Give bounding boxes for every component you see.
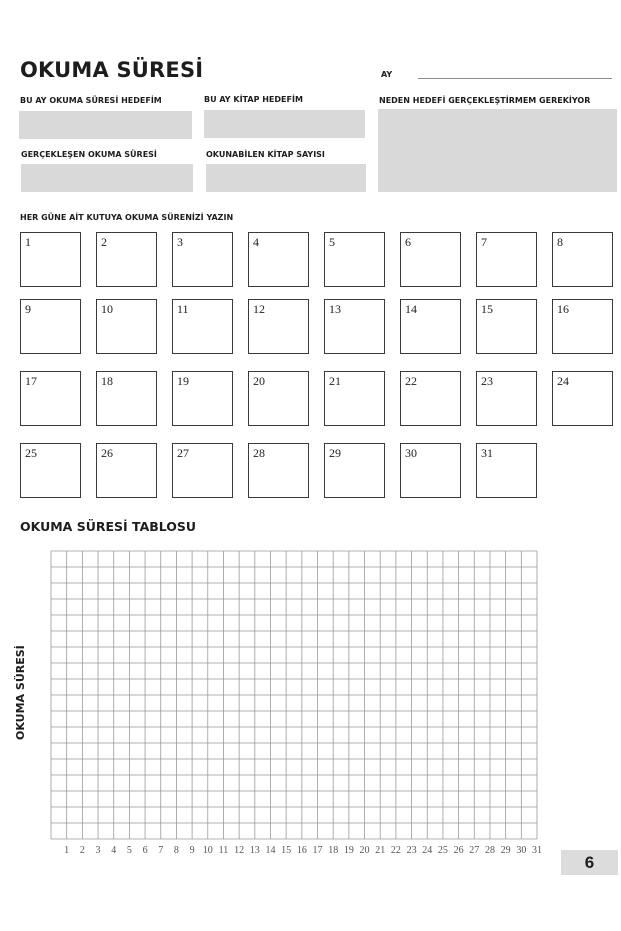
x-tick-label: 7 bbox=[158, 845, 164, 856]
x-tick-label: 1 bbox=[64, 845, 70, 856]
chart-title: OKUMA SÜRESİ TABLOSU bbox=[20, 519, 197, 534]
day-number: 11 bbox=[177, 302, 189, 316]
day-number: 16 bbox=[557, 302, 569, 316]
day-number: 30 bbox=[405, 446, 417, 460]
day-number: 22 bbox=[405, 374, 417, 388]
x-tick-label: 6 bbox=[142, 845, 148, 856]
title-part-1: OKUMA bbox=[20, 58, 117, 82]
x-tick-label: 8 bbox=[173, 845, 179, 856]
day-number: 23 bbox=[481, 374, 493, 388]
day-number: 31 bbox=[481, 446, 493, 460]
x-tick-label: 12 bbox=[234, 845, 245, 856]
books-read-label: OKUNABİLEN KİTAP SAYISI bbox=[206, 150, 325, 159]
day-number: 20 bbox=[253, 374, 265, 388]
x-tick-label: 27 bbox=[469, 845, 480, 856]
x-tick-label: 10 bbox=[202, 845, 213, 856]
x-tick-label: 22 bbox=[390, 845, 401, 856]
day-number: 26 bbox=[101, 446, 113, 460]
day-number: 21 bbox=[329, 374, 341, 388]
day-number: 25 bbox=[25, 446, 37, 460]
x-tick-label: 11 bbox=[218, 845, 229, 856]
day-number: 7 bbox=[481, 235, 487, 249]
reason-label: NEDEN HEDEFİ GERÇEKLEŞTİRMEM GEREKİYOR bbox=[379, 96, 591, 105]
day-number: 18 bbox=[101, 374, 113, 388]
day-number: 13 bbox=[329, 302, 341, 316]
x-tick-label: 14 bbox=[265, 845, 276, 856]
x-tick-label: 2 bbox=[79, 845, 85, 856]
x-tick-label: 5 bbox=[126, 845, 132, 856]
day-number: 15 bbox=[481, 302, 493, 316]
day-number: 17 bbox=[25, 374, 37, 388]
x-tick-label: 30 bbox=[516, 845, 527, 856]
x-tick-label: 23 bbox=[406, 845, 417, 856]
day-number: 19 bbox=[177, 374, 189, 388]
x-tick-label: 13 bbox=[249, 845, 260, 856]
title-part-2: SÜRESİ bbox=[116, 58, 204, 82]
x-tick-label: 17 bbox=[312, 845, 323, 856]
x-tick-label: 21 bbox=[375, 845, 386, 856]
day-number: 8 bbox=[557, 235, 563, 249]
day-number: 9 bbox=[25, 302, 31, 316]
x-tick-label: 15 bbox=[281, 845, 292, 856]
x-tick-label: 26 bbox=[453, 845, 464, 856]
actual-time-label: GERÇEKLEŞEN OKUMA SÜRESİ bbox=[21, 150, 157, 159]
day-number: 12 bbox=[253, 302, 265, 316]
page-number: 6 bbox=[561, 850, 618, 875]
day-number: 1 bbox=[25, 235, 31, 249]
month-label: AY bbox=[381, 70, 393, 79]
day-number: 10 bbox=[101, 302, 113, 316]
x-tick-label: 24 bbox=[422, 845, 433, 856]
book-goal-label: BU AY KİTAP HEDEFİM bbox=[204, 95, 303, 104]
x-tick-label: 18 bbox=[328, 845, 339, 856]
daily-instruction: HER GÜNE AİT KUTUYA OKUMA SÜRENİZİ YAZIN bbox=[20, 213, 234, 222]
x-tick-label: 31 bbox=[532, 845, 542, 856]
day-number: 3 bbox=[177, 235, 183, 249]
x-tick-label: 25 bbox=[437, 845, 448, 856]
x-tick-label: 9 bbox=[189, 845, 195, 856]
day-number: 4 bbox=[253, 235, 259, 249]
day-number: 27 bbox=[177, 446, 189, 460]
x-tick-label: 19 bbox=[343, 845, 354, 856]
y-axis-label: OKUMA SÜRESİ bbox=[14, 645, 27, 740]
day-number: 6 bbox=[405, 235, 411, 249]
day-number: 5 bbox=[329, 235, 335, 249]
x-tick-label: 3 bbox=[95, 845, 101, 856]
day-number: 2 bbox=[101, 235, 107, 249]
x-tick-label: 16 bbox=[296, 845, 307, 856]
x-tick-label: 20 bbox=[359, 845, 370, 856]
x-tick-label: 29 bbox=[500, 845, 511, 856]
monthly-goal-label: BU AY OKUMA SÜRESİ HEDEFİM bbox=[20, 96, 162, 105]
x-tick-label: 4 bbox=[111, 845, 117, 856]
day-number: 29 bbox=[329, 446, 341, 460]
x-tick-label: 28 bbox=[484, 845, 495, 856]
day-number: 28 bbox=[253, 446, 265, 460]
day-number: 24 bbox=[557, 374, 569, 388]
day-number: 14 bbox=[405, 302, 417, 316]
